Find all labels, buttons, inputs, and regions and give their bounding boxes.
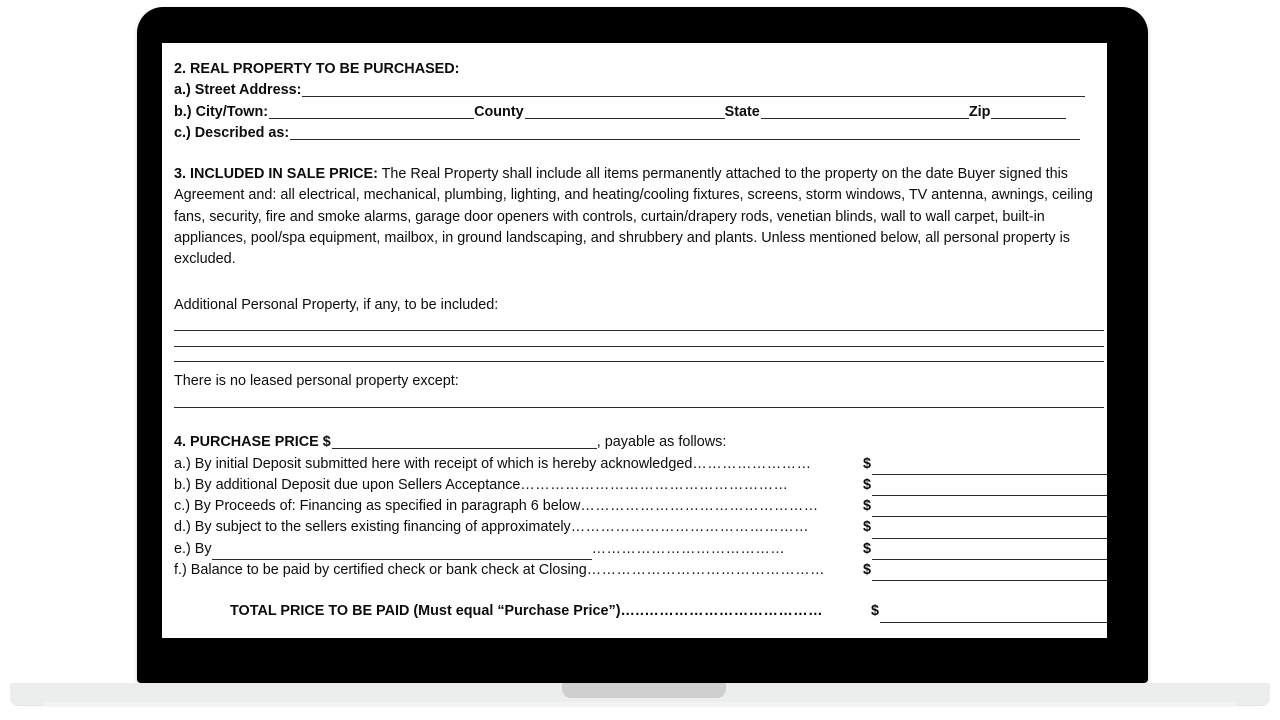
total-price-leader: …..……………………………… [620, 603, 824, 620]
row-f-dollar-sign: $ [862, 562, 871, 579]
described-as-input-blank[interactable] [290, 126, 1080, 140]
purchase-price-row-e [174, 539, 1107, 560]
purchase-price-input-blank[interactable] [332, 435, 597, 449]
row-b-leader: ……………………………………………… [520, 476, 789, 493]
spacer [174, 362, 1107, 371]
zip-label: Zip [968, 103, 991, 120]
row-d-amount-blank[interactable] [872, 523, 1107, 539]
row-d-label: d.) By subject to the sellers existing financing of approximately [174, 519, 571, 536]
blank-write-in-line[interactable] [174, 346, 1104, 347]
spacer [174, 271, 1107, 295]
additional-personal-property-label: Additional Personal Property, if any, to be included: [174, 296, 499, 313]
row-f-label: f.) Balance to be paid by certified check or bank check at Closing [174, 562, 587, 579]
total-price-dollar-sign: $ [870, 603, 879, 620]
section-3-heading: 3. INCLUDED IN SALE PRICE: [174, 166, 378, 183]
row-e-leader: ………………………………… [591, 540, 786, 557]
state-label: State [724, 103, 760, 120]
row-b-amount-blank[interactable] [872, 480, 1107, 496]
section-2-heading: 2. REAL PROPERTY TO BE PURCHASED: [174, 61, 460, 77]
spacer [174, 408, 1107, 432]
row-d-leader: ………………………………………… [570, 519, 809, 536]
row-b-dollar-sign: $ [862, 476, 871, 493]
leased-personal-property-label: There is no leased personal property except: [174, 373, 459, 390]
purchase-price-heading-suffix: , payable as follows: [596, 434, 727, 451]
row-a-leader: …………………… [692, 455, 812, 472]
row-a-amount-blank[interactable] [872, 459, 1107, 475]
city-town-label: b.) City/Town: [174, 103, 269, 120]
row-c-amount-blank[interactable] [872, 501, 1107, 517]
city-town-input-blank[interactable] [269, 105, 474, 119]
spacer [174, 581, 1107, 601]
blank-write-in-line[interactable] [174, 330, 1104, 331]
contract-document [174, 59, 1107, 623]
section-3-block [174, 164, 1104, 270]
total-price-row [174, 601, 1107, 622]
street-address-label: a.) Street Address: [174, 82, 302, 99]
row-c-label: c.) By Proceeds of: Financing as specified in paragraph 6 below [174, 498, 581, 515]
row-c-dollar-sign: $ [862, 498, 871, 515]
row-d-dollar-sign: $ [862, 519, 871, 536]
street-address-row [174, 80, 1107, 101]
row-a-dollar-sign: $ [862, 455, 871, 472]
row-b-label: b.) By additional Deposit due upon Sellers Acceptance [174, 476, 521, 493]
row-e-dollar-sign: $ [862, 540, 871, 557]
row-e-amount-blank[interactable] [872, 544, 1107, 560]
total-price-label: TOTAL PRICE TO BE PAID (Must equal “Purchase Price”) [230, 603, 621, 620]
row-e-description-blank[interactable] [212, 546, 592, 560]
row-c-leader: ………………………………………… [580, 498, 819, 515]
total-price-amount-blank[interactable] [880, 607, 1107, 623]
purchase-price-row-c [174, 496, 1107, 517]
laptop-trackpad-notch [562, 683, 726, 698]
purchase-price-row-b [174, 475, 1107, 496]
street-address-input-blank[interactable] [302, 83, 1085, 97]
purchase-price-row-f [174, 560, 1107, 581]
described-as-row [174, 123, 1107, 144]
purchase-price-row-d [174, 517, 1107, 538]
section-3-body: The Real Property shall include all items permanently attached to the property on the date Buyer signed this Agreement and: all electrical, mechanical, plumbing, lighting, and heating/cooling fixtures, screens, storm windows, TV antenna, awnings, ceiling fans, security, fire and smoke alarms, garage door openers with controls, curtain/drapery rods, venetian blinds, wall to wall carpet, built-in appliances, pool/spa equipment, mailbox, in ground landscaping, and shrubbery and plants. Unless mentioned below, all personal property is excluded. [174, 166, 1093, 268]
county-input-blank[interactable] [525, 105, 725, 119]
row-e-label: e.) By [174, 540, 212, 557]
row-f-amount-blank[interactable] [872, 565, 1107, 581]
row-a-label: a.) By initial Deposit submitted here with receipt of which is hereby acknowledged [174, 455, 693, 472]
section-4-heading: 4. PURCHASE PRICE $ [174, 434, 331, 451]
laptop-base-lip [42, 702, 1238, 707]
zip-input-blank[interactable] [991, 105, 1066, 119]
purchase-price-row-a [174, 454, 1107, 475]
additional-personal-property-blanks [174, 330, 1104, 362]
row-f-leader: ………………………………………… [586, 562, 826, 579]
described-as-label: c.) Described as: [174, 124, 290, 141]
city-town-row [174, 102, 1107, 123]
spacer [174, 144, 1107, 164]
county-label: County [474, 103, 524, 120]
purchase-price-heading-row [174, 432, 1107, 453]
state-input-blank[interactable] [761, 105, 969, 119]
laptop-screen [162, 43, 1107, 638]
